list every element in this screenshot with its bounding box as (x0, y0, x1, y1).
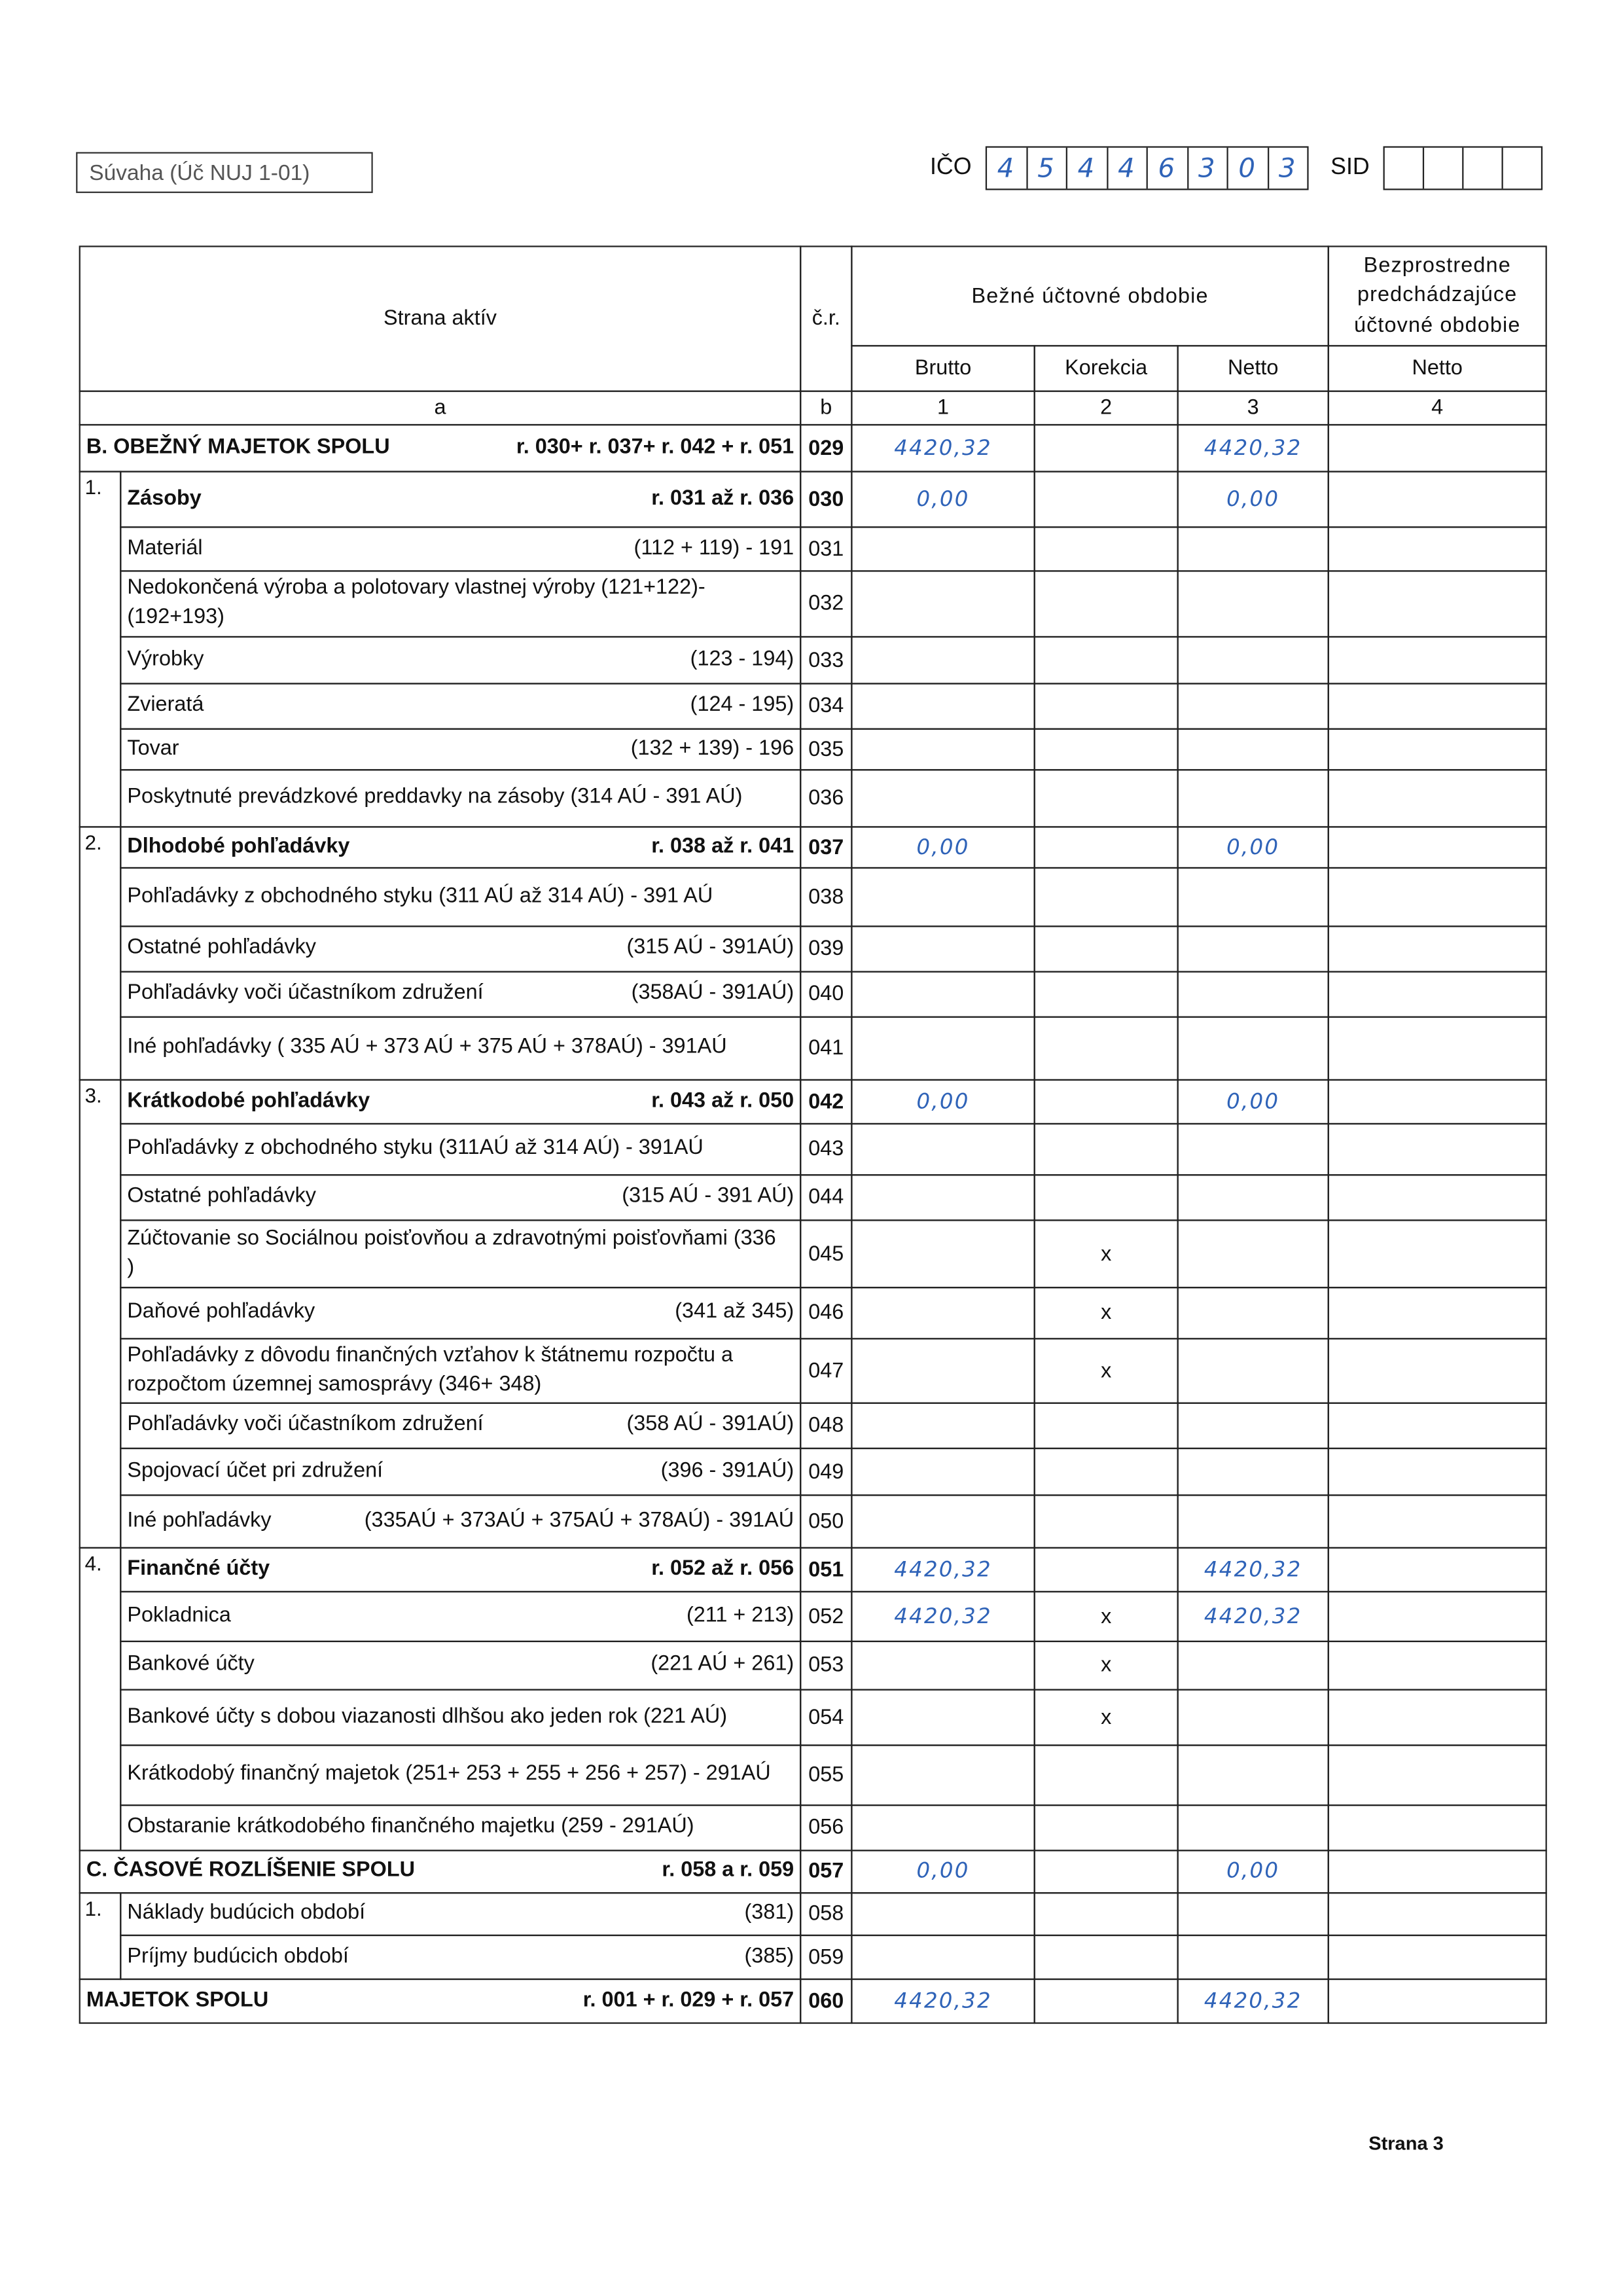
col-4: 4 (1328, 391, 1547, 426)
korekcia-cell[interactable] (1034, 1979, 1179, 2024)
row-label (120, 867, 801, 927)
row-label (120, 971, 801, 1018)
row-label-text: Bankové účty s dobou viazanosti dlhšou ako jeden rok (221 AÚ) (127, 1704, 728, 1729)
netto-prev-cell[interactable] (1328, 424, 1547, 473)
header-cr: č.r. (800, 245, 852, 391)
korekcia-cell[interactable] (1034, 1123, 1179, 1175)
row-number: 041 (800, 1016, 852, 1081)
row-accounts-ref: r. 052 až r. 056 (651, 1556, 794, 1581)
row-label-text: Spojovací účet pri združení (127, 1459, 383, 1482)
korekcia-cell[interactable] (1034, 683, 1179, 729)
row-accounts-ref: (211 + 213) (686, 1604, 794, 1628)
ico-digit: 5 (1027, 148, 1067, 189)
brutto-cell[interactable] (851, 1219, 1035, 1288)
row-label-text: MAJETOK SPOLU (86, 1988, 269, 2012)
row-accounts-ref: (335AÚ + 373AÚ + 375AÚ + 378AÚ) - 391AÚ (364, 1509, 794, 1532)
row-number: 055 (800, 1744, 852, 1806)
korekcia-cell[interactable]: x (1034, 1219, 1179, 1288)
row-label (120, 826, 801, 869)
row-number: 042 (800, 1079, 852, 1124)
brutto-cell[interactable] (851, 1403, 1035, 1449)
netto-cell[interactable]: 4420,32 (1177, 1591, 1329, 1642)
netto-cell[interactable]: 0,00 (1177, 1079, 1329, 1124)
korekcia-cell[interactable] (1034, 826, 1179, 869)
form-title: Súvaha (Úč NUJ 1-01) (76, 152, 373, 193)
brutto-cell[interactable] (851, 1338, 1035, 1404)
korekcia-cell[interactable] (1034, 1174, 1179, 1221)
row-label-text: Iné pohľadávky ( 335 AÚ + 373 AÚ + 375 AÚ + 378AÚ) - 391AÚ (127, 1035, 727, 1060)
korekcia-cell[interactable] (1034, 769, 1179, 827)
brutto-cell[interactable] (851, 1174, 1035, 1221)
row-label-text: Poskytnuté prevádzkové preddavky na zásoby (314 AÚ - 391 AÚ) (127, 785, 743, 810)
netto-cell[interactable]: 4420,32 (1177, 1547, 1329, 1592)
row-label (120, 1804, 801, 1851)
row-label (120, 471, 801, 528)
row-number: 054 (800, 1689, 852, 1746)
brutto-cell[interactable]: 4420,32 (851, 1979, 1035, 2024)
brutto-cell[interactable] (851, 636, 1035, 685)
row-accounts-ref: (315 AÚ - 391AÚ) (626, 936, 794, 960)
row-number: 036 (800, 769, 852, 827)
section-number (79, 471, 122, 827)
row-number: 050 (800, 1494, 852, 1549)
brutto-cell[interactable] (851, 1287, 1035, 1339)
netto-prev-cell[interactable] (1328, 1338, 1547, 1404)
korekcia-cell[interactable]: x (1034, 1591, 1179, 1642)
korekcia-cell[interactable] (1034, 1804, 1179, 1851)
row-number: 047 (800, 1338, 852, 1404)
row-label (120, 769, 801, 827)
header-strana-aktiv: Strana aktív (79, 245, 802, 391)
netto-prev-cell[interactable] (1328, 1979, 1547, 2024)
netto-cell[interactable] (1177, 1403, 1329, 1449)
korekcia-cell[interactable]: x (1034, 1689, 1179, 1746)
korekcia-cell[interactable] (1034, 971, 1179, 1018)
netto-cell[interactable] (1177, 769, 1329, 827)
row-label (120, 1079, 801, 1124)
netto-prev-cell[interactable] (1328, 1287, 1547, 1339)
row-label-text: Ostatné pohľadávky (127, 1185, 316, 1208)
ico-digit: 4 (1107, 148, 1147, 189)
row-label-text: Pohľadávky z obchodného styku (311AÚ až 314 AÚ) - 391AÚ (127, 1136, 704, 1160)
korekcia-cell[interactable] (1034, 1403, 1179, 1449)
section-number (79, 1547, 122, 1852)
row-accounts-ref: (112 + 119) - 191 (633, 536, 794, 560)
row-label-text: Náklady budúcich období (127, 1901, 366, 1925)
header-current-period: Bežné účtovné obdobie (851, 245, 1329, 346)
korekcia-cell[interactable]: x (1034, 1641, 1179, 1691)
brutto-cell[interactable] (851, 1123, 1035, 1175)
col-b: b (800, 391, 852, 426)
netto-cell[interactable] (1177, 1744, 1329, 1806)
row-number: 052 (800, 1591, 852, 1642)
row-label-text: B. OBEŽNÝ MAJETOK SPOLU (86, 435, 390, 459)
netto-prev-cell[interactable] (1328, 1591, 1547, 1642)
section-number-text: 2. (84, 831, 102, 854)
row-label-text: Iné pohľadávky (127, 1509, 272, 1532)
header-korekcia: Korekcia (1034, 345, 1179, 391)
brutto-cell[interactable] (851, 867, 1035, 927)
row-accounts-ref: r. 031 až r. 036 (651, 486, 794, 511)
netto-cell[interactable] (1177, 1892, 1329, 1936)
netto-prev-cell[interactable] (1328, 1219, 1547, 1288)
korekcia-cell[interactable] (1034, 1079, 1179, 1124)
netto-prev-cell[interactable] (1328, 1494, 1547, 1549)
brutto-cell[interactable]: 4420,32 (851, 1591, 1035, 1642)
row-label (120, 925, 801, 972)
row-label (120, 636, 801, 685)
netto-cell[interactable]: 0,00 (1177, 1850, 1329, 1893)
ico-field[interactable] (986, 146, 1309, 190)
brutto-cell[interactable] (851, 526, 1035, 571)
row-number: 035 (800, 728, 852, 771)
korekcia-cell[interactable] (1034, 570, 1179, 637)
row-label-text: Pohľadávky z dôvodu finančných vzťahov k štátnemu rozpočtu a rozpočtom územnej samosprávy (346+ 348) (127, 1344, 733, 1396)
section-number-text: 1. (84, 1896, 102, 1920)
netto-prev-cell[interactable] (1328, 971, 1547, 1018)
row-number: 043 (800, 1123, 852, 1175)
row-number: 049 (800, 1448, 852, 1496)
header-brutto: Brutto (851, 345, 1035, 391)
sid-box[interactable] (1424, 148, 1463, 189)
row-label (120, 1219, 801, 1288)
netto-prev-cell[interactable] (1328, 683, 1547, 729)
row-label-text: Krátkodobé pohľadávky (127, 1088, 370, 1113)
header-previous-period: Bezprostredne predchádzajúce účtovné obdobie (1328, 245, 1547, 346)
row-label (120, 570, 801, 637)
brutto-cell[interactable]: 0,00 (851, 1079, 1035, 1124)
brutto-cell[interactable] (851, 925, 1035, 972)
brutto-cell[interactable] (851, 1448, 1035, 1496)
korekcia-cell[interactable] (1034, 1547, 1179, 1592)
row-label-text: Výrobky (127, 647, 204, 671)
netto-prev-cell[interactable] (1328, 1935, 1547, 1980)
korekcia-cell[interactable] (1034, 424, 1179, 473)
row-number: 057 (800, 1850, 852, 1893)
row-label-text: Pokladnica (127, 1604, 231, 1628)
brutto-cell[interactable]: 4420,32 (851, 424, 1035, 473)
sid-box[interactable] (1503, 148, 1541, 189)
row-number: 058 (800, 1892, 852, 1936)
korekcia-cell[interactable] (1034, 1892, 1179, 1936)
row-accounts-ref: r. 030+ r. 037+ r. 042 + r. 051 (516, 435, 794, 459)
row-number: 045 (800, 1219, 852, 1288)
netto-cell[interactable] (1177, 1689, 1329, 1746)
row-label (120, 1174, 801, 1221)
netto-prev-cell[interactable] (1328, 1174, 1547, 1221)
row-label (120, 1448, 801, 1496)
netto-prev-cell[interactable] (1328, 1448, 1547, 1496)
netto-cell[interactable] (1177, 526, 1329, 571)
row-accounts-ref: (396 - 391AÚ) (660, 1459, 794, 1482)
brutto-cell[interactable] (851, 1892, 1035, 1936)
row-number: 030 (800, 471, 852, 528)
page-number: Strana 3 (1368, 2132, 1444, 2154)
row-label (120, 1892, 801, 1936)
row-number: 048 (800, 1403, 852, 1449)
netto-prev-cell[interactable] (1328, 1016, 1547, 1081)
ico-digit: 4 (1067, 148, 1107, 189)
section-number-text: 1. (84, 475, 102, 499)
col-3: 3 (1177, 391, 1329, 426)
row-label-text: Materiál (127, 536, 203, 560)
row-accounts-ref: r. 001 + r. 029 + r. 057 (582, 1988, 794, 2012)
netto-cell[interactable]: 0,00 (1177, 471, 1329, 528)
sid-label: SID (1330, 154, 1370, 180)
netto-prev-cell[interactable] (1328, 1547, 1547, 1592)
row-accounts-ref: (358AÚ - 391AÚ) (631, 981, 794, 1005)
brutto-cell[interactable] (851, 1804, 1035, 1851)
netto-cell[interactable] (1177, 1494, 1329, 1549)
ico-digit: 0 (1228, 148, 1268, 189)
netto-cell[interactable] (1177, 925, 1329, 972)
netto-cell[interactable] (1177, 1935, 1329, 1980)
ico-digit: 4 (987, 148, 1027, 189)
korekcia-cell[interactable] (1034, 925, 1179, 972)
netto-prev-cell[interactable] (1328, 826, 1547, 869)
row-label (120, 1287, 801, 1339)
row-label (120, 1591, 801, 1642)
row-label-text: Zásoby (127, 486, 202, 511)
korekcia-cell[interactable] (1034, 728, 1179, 771)
row-label (120, 1547, 801, 1592)
row-label (120, 1935, 801, 1980)
row-accounts-ref: r. 038 až r. 041 (651, 834, 794, 858)
brutto-cell[interactable] (851, 769, 1035, 827)
brutto-cell[interactable] (851, 1641, 1035, 1691)
korekcia-cell[interactable] (1034, 1494, 1179, 1549)
row-label-text: Pohľadávky voči účastníkom združení (127, 981, 484, 1005)
brutto-cell[interactable]: 0,00 (851, 471, 1035, 528)
row-label-text: Zúčtovanie so Sociálnou poisťovňou a zdravotnými poisťovňami (336 ) (127, 1227, 776, 1279)
brutto-cell[interactable] (851, 728, 1035, 771)
netto-cell[interactable] (1177, 570, 1329, 637)
netto-cell[interactable]: 4420,32 (1177, 424, 1329, 473)
row-label-text: Bankové účty (127, 1653, 255, 1676)
row-label-text: Zvieratá (127, 693, 204, 717)
korekcia-cell[interactable] (1034, 1744, 1179, 1806)
row-label-text: Daňové pohľadávky (127, 1300, 315, 1324)
row-number: 029 (800, 424, 852, 473)
row-number: 053 (800, 1641, 852, 1691)
korekcia-cell[interactable] (1034, 1016, 1179, 1081)
brutto-cell[interactable]: 0,00 (851, 826, 1035, 869)
row-label (120, 1338, 801, 1404)
korekcia-cell[interactable] (1034, 1850, 1179, 1893)
row-label (120, 1123, 801, 1175)
korekcia-cell[interactable] (1034, 526, 1179, 571)
netto-prev-cell[interactable] (1328, 867, 1547, 927)
row-accounts-ref: (315 AÚ - 391 AÚ) (622, 1185, 794, 1208)
row-number: 032 (800, 570, 852, 637)
brutto-cell[interactable] (851, 1016, 1035, 1081)
header-netto: Netto (1177, 345, 1329, 391)
netto-prev-cell[interactable] (1328, 1641, 1547, 1691)
col-1: 1 (851, 391, 1035, 426)
korekcia-cell[interactable]: x (1034, 1287, 1179, 1339)
row-label (79, 424, 802, 473)
row-label (120, 683, 801, 729)
row-label-text: Pohľadávky voči účastníkom združení (127, 1412, 484, 1437)
row-accounts-ref: (381) (744, 1901, 794, 1925)
brutto-cell[interactable] (851, 971, 1035, 1018)
ico-digit: 3 (1278, 152, 1297, 184)
section-number-text: 3. (84, 1083, 102, 1107)
row-number: 038 (800, 867, 852, 927)
row-label (79, 1979, 802, 2024)
row-label (79, 1850, 802, 1893)
brutto-cell[interactable] (851, 683, 1035, 729)
row-number: 051 (800, 1547, 852, 1592)
brutto-cell[interactable] (851, 1689, 1035, 1746)
row-label (120, 1494, 801, 1549)
header-netto-prev: Netto (1328, 345, 1547, 391)
row-number: 046 (800, 1287, 852, 1339)
korekcia-cell[interactable] (1034, 636, 1179, 685)
row-accounts-ref: (221 AÚ + 261) (651, 1653, 794, 1676)
row-number: 033 (800, 636, 852, 685)
row-number: 059 (800, 1935, 852, 1980)
sid-box[interactable] (1463, 148, 1503, 189)
row-label-text: Finančné účty (127, 1556, 270, 1581)
row-accounts-ref: r. 058 a r. 059 (662, 1859, 794, 1882)
netto-cell[interactable] (1177, 636, 1329, 685)
row-accounts-ref: (385) (744, 1944, 794, 1968)
sid-field[interactable] (1383, 146, 1543, 190)
netto-cell[interactable] (1177, 1641, 1329, 1691)
netto-cell[interactable] (1177, 728, 1329, 771)
netto-cell[interactable] (1177, 1338, 1329, 1404)
row-number: 044 (800, 1174, 852, 1221)
netto-prev-cell[interactable] (1328, 769, 1547, 827)
row-label-text: Ostatné pohľadávky (127, 936, 316, 960)
row-number: 039 (800, 925, 852, 972)
netto-prev-cell[interactable] (1328, 1850, 1547, 1893)
row-label-text: Tovar (127, 736, 179, 761)
row-label-text: Krátkodobý finančný majetok (251+ 253 + 255 + 256 + 257) - 291AÚ (127, 1762, 771, 1786)
row-number: 040 (800, 971, 852, 1018)
netto-prev-cell[interactable] (1328, 728, 1547, 771)
netto-cell[interactable] (1177, 1287, 1329, 1339)
row-label (120, 1016, 801, 1081)
row-number: 031 (800, 526, 852, 571)
row-label-text: Pohľadávky z obchodného styku (311 AÚ až 314 AÚ) - 391 AÚ (127, 884, 713, 908)
row-accounts-ref: (124 - 195) (690, 693, 794, 717)
netto-prev-cell[interactable] (1328, 1744, 1547, 1806)
netto-prev-cell[interactable] (1328, 471, 1547, 528)
brutto-cell[interactable] (851, 1744, 1035, 1806)
row-label (120, 1744, 801, 1806)
netto-cell[interactable] (1177, 867, 1329, 927)
netto-prev-cell[interactable] (1328, 1079, 1547, 1124)
row-label (120, 728, 801, 771)
section-number (79, 1892, 122, 1980)
korekcia-cell[interactable] (1034, 867, 1179, 927)
netto-cell[interactable] (1177, 1804, 1329, 1851)
netto-cell[interactable] (1177, 683, 1329, 729)
row-number: 056 (800, 1804, 852, 1851)
korekcia-cell[interactable] (1034, 1935, 1179, 1980)
row-label (120, 526, 801, 571)
sid-box[interactable] (1385, 148, 1424, 189)
row-accounts-ref: (358 AÚ - 391AÚ) (626, 1412, 794, 1437)
row-accounts-ref: (123 - 194) (690, 647, 794, 671)
row-number: 037 (800, 826, 852, 869)
row-number: 060 (800, 1979, 852, 2024)
section-number (79, 826, 122, 1081)
netto-prev-cell[interactable] (1328, 636, 1547, 685)
netto-prev-cell[interactable] (1328, 1689, 1547, 1746)
korekcia-cell[interactable] (1034, 1448, 1179, 1496)
netto-prev-cell[interactable] (1328, 1892, 1547, 1936)
row-label-text: C. ČASOVÉ ROZLÍŠENIE SPOLU (86, 1859, 416, 1882)
row-label (120, 1403, 801, 1449)
section-number-text: 4. (84, 1551, 102, 1575)
netto-prev-cell[interactable] (1328, 526, 1547, 571)
korekcia-cell[interactable] (1034, 471, 1179, 528)
netto-prev-cell[interactable] (1328, 1123, 1547, 1175)
korekcia-cell[interactable]: x (1034, 1338, 1179, 1404)
netto-cell[interactable] (1177, 1123, 1329, 1175)
netto-cell[interactable] (1177, 1219, 1329, 1288)
brutto-cell[interactable] (851, 1935, 1035, 1980)
row-label (120, 1689, 801, 1746)
row-accounts-ref: r. 043 až r. 050 (651, 1088, 794, 1113)
brutto-cell[interactable] (851, 1494, 1035, 1549)
netto-cell[interactable]: 0,00 (1177, 826, 1329, 869)
row-label-text: Príjmy budúcich období (127, 1944, 349, 1968)
netto-cell[interactable] (1177, 971, 1329, 1018)
netto-cell[interactable]: 4420,32 (1177, 1979, 1329, 2024)
netto-cell[interactable] (1177, 1448, 1329, 1496)
row-accounts-ref: (341 až 345) (675, 1300, 794, 1324)
netto-cell[interactable] (1177, 1174, 1329, 1221)
netto-prev-cell[interactable] (1328, 1804, 1547, 1851)
brutto-cell[interactable]: 0,00 (851, 1850, 1035, 1893)
row-accounts-ref: (132 + 139) - 196 (630, 736, 794, 761)
row-label-text: Obstaranie krátkodobého finančného majetku (259 - 291AÚ) (127, 1815, 694, 1839)
brutto-cell[interactable] (851, 570, 1035, 637)
netto-prev-cell[interactable] (1328, 925, 1547, 972)
ico-digit: 3 (1188, 148, 1228, 189)
row-label (120, 1641, 801, 1691)
row-number: 034 (800, 683, 852, 729)
netto-cell[interactable] (1177, 1016, 1329, 1081)
netto-prev-cell[interactable] (1328, 1403, 1547, 1449)
netto-prev-cell[interactable] (1328, 570, 1547, 637)
ico-label: IČO (929, 154, 972, 180)
brutto-cell[interactable]: 4420,32 (851, 1547, 1035, 1592)
row-label-text: Nedokončená výroba a polotovary vlastnej výroby (121+122)-(192+193) (127, 577, 705, 629)
ico-digit: 6 (1148, 148, 1188, 189)
col-2: 2 (1034, 391, 1179, 426)
col-a: a (79, 391, 802, 426)
section-number (79, 1079, 122, 1549)
row-label-text: Dlhodobé pohľadávky (127, 834, 350, 858)
